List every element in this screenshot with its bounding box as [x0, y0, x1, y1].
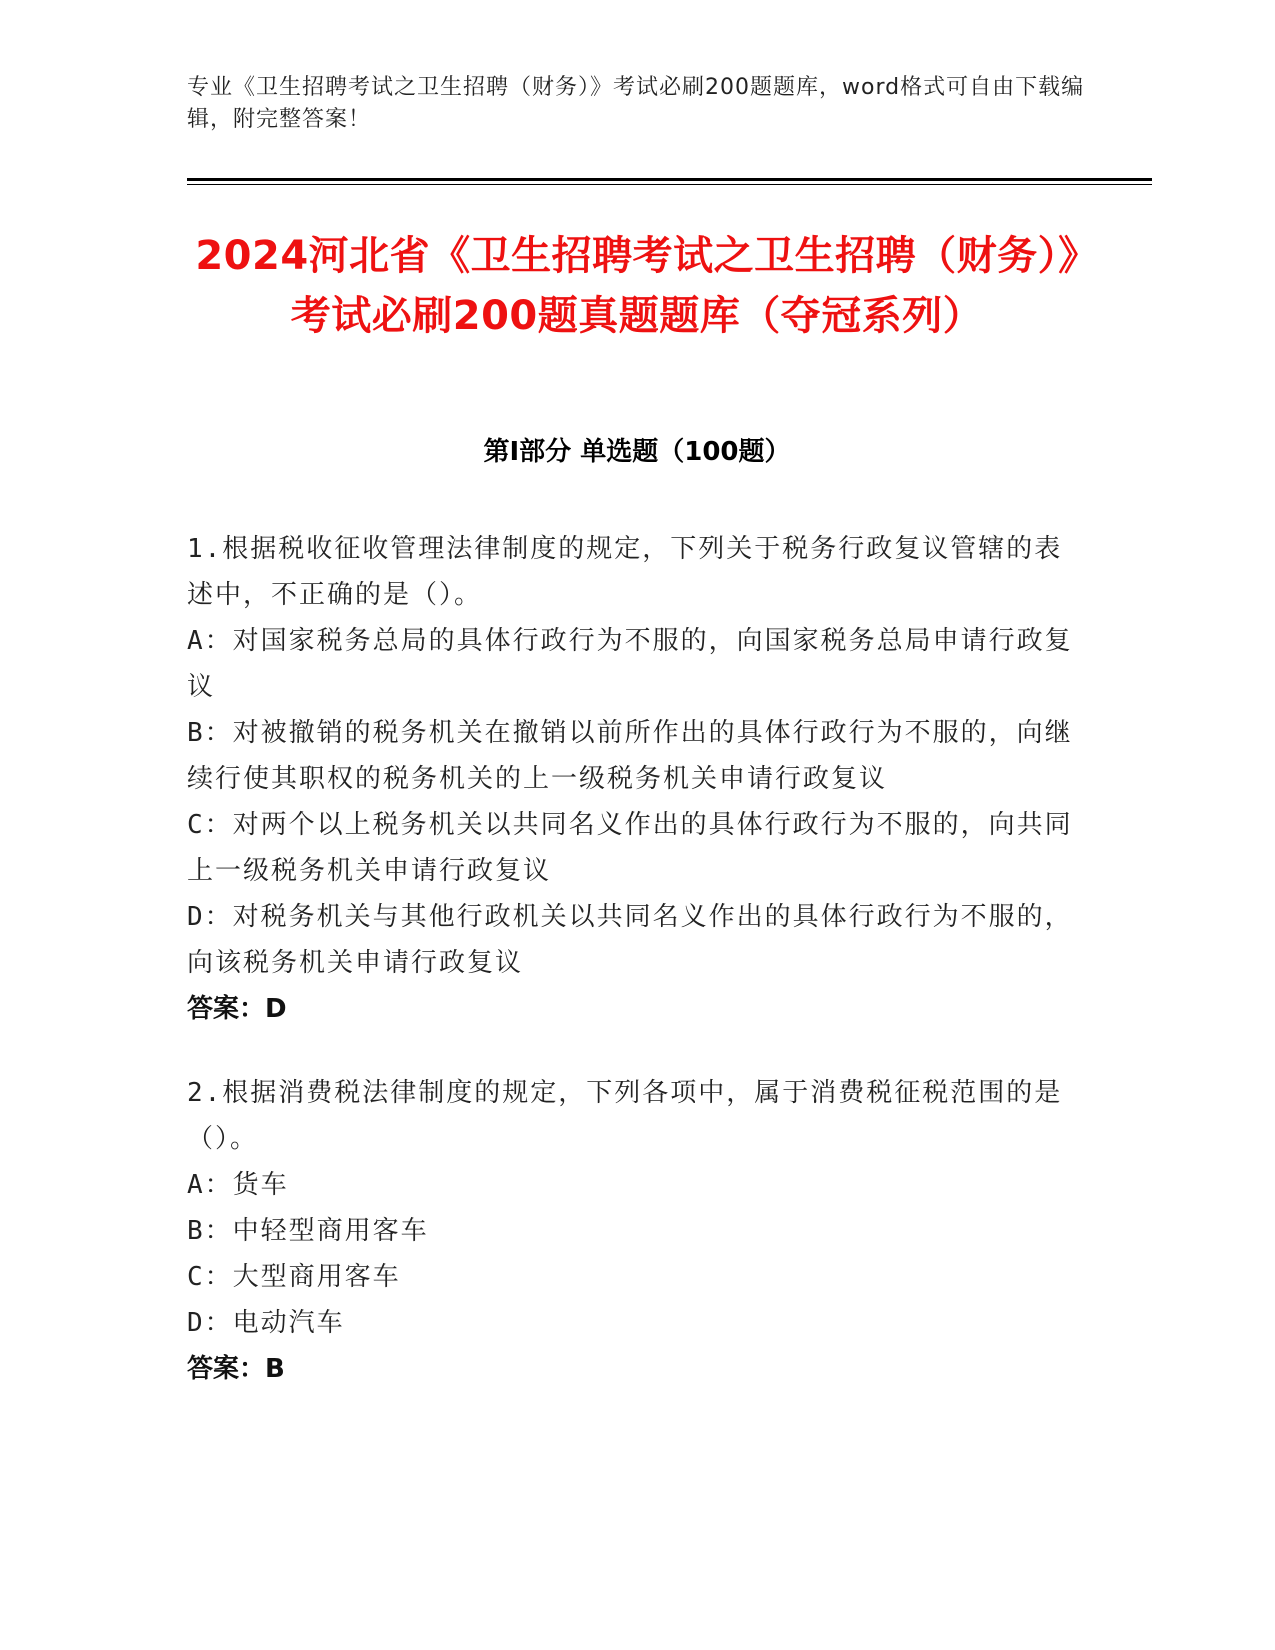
option-b: B：对被撤销的税务机关在撤销以前所作出的具体行政行为不服的，向继续行使其职权的税务机关的上一级税务机关申请行政复议 [187, 718, 1073, 794]
option-c: C：大型商用客车 [187, 1262, 401, 1292]
header-divider-thin [187, 184, 1152, 185]
answer-label: 答案：D [187, 994, 287, 1024]
document-title: 2024河北省《卫生招聘考试之卫生招聘（财务）》考试必刷200题真题题库（夺冠系列） [195, 233, 1079, 339]
option-b: B：中轻型商用客车 [187, 1216, 429, 1246]
header-divider [187, 178, 1152, 181]
option-a: A：货车 [187, 1170, 289, 1200]
section-heading: 第I部分 单选题（100题） [483, 437, 791, 467]
question-stem: 1.根据税收征收管理法律制度的规定，下列关于税务行政复议管辖的表述中，不正确的是（）。 [187, 534, 1063, 610]
option-d: D：电动汽车 [187, 1308, 345, 1338]
answer-label: 答案：B [187, 1354, 285, 1384]
option-a: A：对国家税务总局的具体行政行为不服的，向国家税务总局申请行政复议 [187, 626, 1073, 702]
question-block [187, 526, 1082, 1032]
question-block [187, 1070, 1082, 1392]
header-note: 专业《卫生招聘考试之卫生招聘（财务）》考试必刷200题题库，word格式可自由下载编辑，附完整答案！ [187, 75, 1085, 132]
option-d: D：对税务机关与其他行政机关以共同名义作出的具体行政行为不服的，向该税务机关申请行政复议 [187, 902, 1073, 978]
question-stem: 2.根据消费税法律制度的规定，下列各项中，属于消费税征税范围的是（）。 [187, 1078, 1063, 1154]
option-c: C：对两个以上税务机关以共同名义作出的具体行政行为不服的，向共同上一级税务机关申请行政复议 [187, 810, 1073, 886]
